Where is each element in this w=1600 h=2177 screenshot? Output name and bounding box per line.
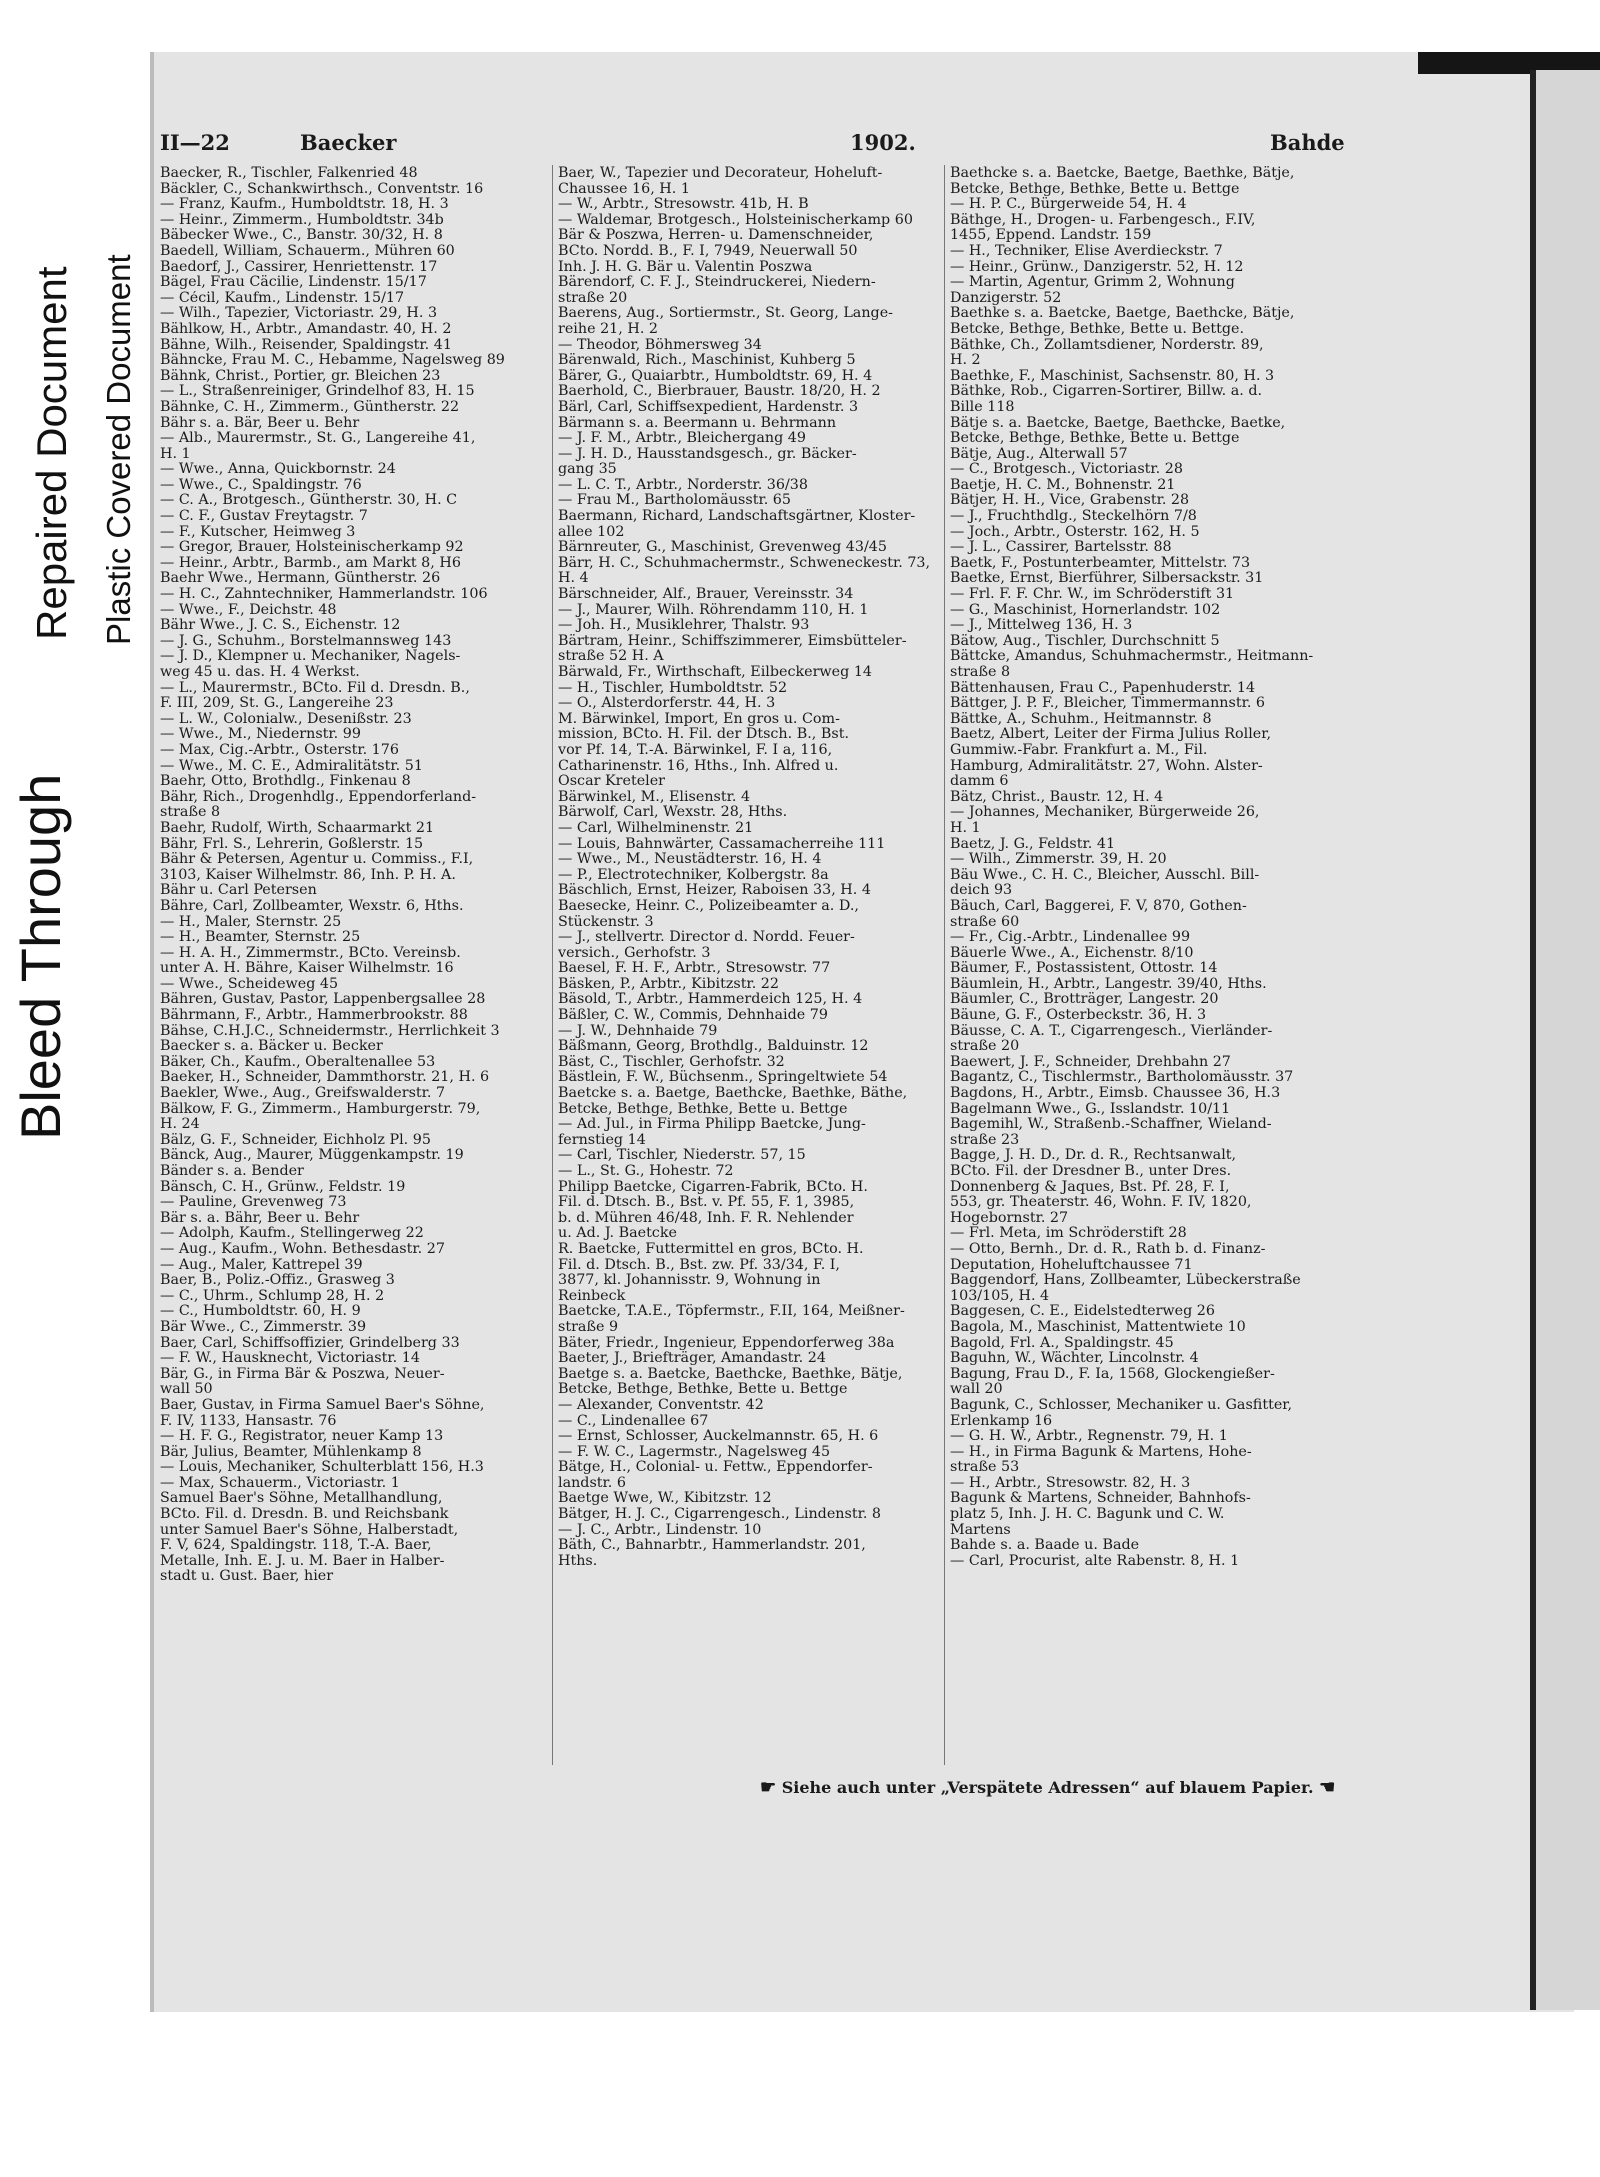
directory-entry-line: allee 102	[558, 524, 625, 540]
directory-entry-line: straße 8	[950, 665, 1011, 680]
directory-entry-line: — Alb., Maurermstr., St. G., Langereihe 41,	[160, 431, 476, 447]
directory-entry-line: Bärendorf, C. F. J., Steindruckerei, Niedern-	[558, 275, 876, 291]
directory-entry-line: H. 2	[950, 353, 981, 369]
directory-entry-line: Baethcke s. a. Baetcke, Baetge, Baethke, Bätje,	[950, 166, 1295, 181]
directory-entry-line: Bätje, Aug., Alterwall 57	[950, 446, 1128, 462]
directory-entry-line: — Carl, Procurist, alte Rabenstr. 8, H. 1	[950, 1553, 1240, 1569]
directory-entry-line: — Frl. Meta, im Schröderstift 28	[950, 1226, 1187, 1242]
directory-entry-line: versich., Gerhofstr. 3	[558, 945, 711, 961]
directory-entry-line: Bättger, J. P. F., Bleicher, Timmermannstr. 6	[950, 696, 1266, 712]
pointing-hand-right-icon: ☛	[760, 1777, 777, 1798]
directory-entry-line: weg 45 u. das. H. 4 Werkst.	[160, 665, 360, 680]
directory-entry-line: Catharinenstr. 16, Hths., Inh. Alfred u.	[558, 758, 839, 774]
directory-entry-line: straße 52 H. A	[558, 649, 664, 665]
directory-entry-line: Bahde s. a. Baade u. Bade	[950, 1538, 1140, 1554]
directory-entry-line: Bästlein, F. W., Büchsenm., Springeltwiete 54	[558, 1070, 888, 1086]
running-head-left: Baecker	[300, 130, 397, 155]
directory-entry-line: Baesel, F. H. F., Arbtr., Stresowstr. 77	[558, 961, 831, 977]
directory-entry-line: Bäthke, Rob., Cigarren-Sortirer, Billw. a. d.	[950, 384, 1263, 400]
directory-entry-line: — J. G., Schuhm., Borstelmannsweg 143	[160, 633, 452, 649]
directory-entry-line: Bär s. a. Bähr, Beer u. Behr	[160, 1210, 360, 1226]
directory-entry-line: — Franz, Kaufm., Humboldtstr. 18, H. 3	[160, 197, 449, 213]
directory-entry-line: Baer, W., Tapezier und Decorateur, Hoheluft-	[558, 166, 883, 181]
directory-entry-line: Bäuch, Carl, Baggerei, F. V, 870, Gothen-	[950, 898, 1247, 914]
directory-entry-line: Bille 118	[950, 399, 1015, 415]
directory-year: 1902.	[850, 130, 916, 155]
directory-entry-line: Baesecke, Heinr. C., Polizeibeamter a. D.,	[558, 898, 859, 914]
footer-note	[760, 1777, 1335, 1798]
directory-entry-line: Bärwinkel, M., Elisenstr. 4	[558, 789, 751, 805]
directory-entry-line: — Alexander, Conventstr. 42	[558, 1397, 764, 1413]
side-labels	[0, 0, 160, 2177]
directory-entry-line: Betcke, Bethge, Bethke, Bette u. Bettge	[558, 1101, 848, 1117]
directory-entry-line: — Wwe., F., Deichstr. 48	[160, 602, 337, 618]
directory-entry-line: straße 60	[950, 914, 1020, 930]
directory-entry-line: Baetge s. a. Baetcke, Baethcke, Baethke, Bätje,	[558, 1366, 903, 1382]
directory-entry-line: Baecker, R., Tischler, Falkenried 48	[160, 166, 418, 181]
directory-entry-line: — J., Fruchthdlg., Steckelhörn 7/8	[950, 509, 1197, 525]
directory-entry-line: Bärenwald, Rich., Maschinist, Kuhberg 5	[558, 353, 856, 369]
directory-entry-line: — H. A. H., Zimmermstr., BCto. Vereinsb.	[160, 945, 461, 961]
directory-entry-line: Baetz, Albert, Leiter der Firma Julius Roller,	[950, 727, 1272, 743]
directory-entry-line: H. 24	[160, 1117, 200, 1133]
directory-entry-line: Bäu Wwe., C. H. C., Bleicher, Ausschl. Bill-	[950, 867, 1260, 883]
directory-entry-line: landstr. 6	[558, 1475, 626, 1491]
directory-entry-line: Bär, Julius, Beamter, Mühlenkamp 8	[160, 1444, 422, 1460]
repaired-document-label: Repaired Document	[28, 266, 75, 640]
directory-entry-line: Bärwolf, Carl, Wexstr. 28, Hths.	[558, 805, 788, 821]
directory-entry-line: H. 1	[950, 820, 981, 836]
directory-entry-line: Baetz, J. G., Feldstr. 41	[950, 836, 1116, 852]
directory-entry-line: unter Samuel Baer's Söhne, Halberstadt,	[160, 1522, 459, 1538]
directory-entry-line: — Ad. Jul., in Firma Philipp Baetcke, Jung-	[558, 1117, 866, 1133]
directory-column-3	[950, 166, 1385, 1569]
page-number: II—22	[160, 130, 230, 155]
directory-entry-line: Bälkow, F. G., Zimmerm., Hamburgerstr. 79,	[160, 1101, 481, 1117]
directory-entry-line: Baerhold, C., Bierbrauer, Baustr. 18/20, H. 2	[558, 384, 881, 400]
directory-entry-line: Martens	[950, 1522, 1011, 1538]
directory-entry-line: Baggendorf, Hans, Zollbeamter, Lübeckerstraße	[950, 1273, 1301, 1289]
directory-entry-line: — J., stellvertr. Director d. Nordd. Feuer-	[558, 930, 855, 946]
directory-entry-line: Bänsch, C. H., Grünw., Feldstr. 19	[160, 1179, 406, 1195]
directory-entry-line: Bagemihl, W., Straßenb.-Schaffner, Wieland-	[950, 1117, 1272, 1133]
directory-entry-line: Bäth, C., Bahnarbtr., Hammerlandstr. 201,	[558, 1538, 866, 1554]
directory-entry-line: — Otto, Bernh., Dr. d. R., Rath b. d. Finanz-	[950, 1241, 1266, 1257]
directory-entry-line: Bätjer, H. H., Vice, Grabenstr. 28	[950, 493, 1190, 509]
directory-entry-line: Stückenstr. 3	[558, 914, 654, 930]
directory-entry-line: — H., in Firma Bagunk & Martens, Hohe-	[950, 1444, 1252, 1460]
directory-entry-line: 1455, Eppend. Landstr. 159	[950, 228, 1152, 244]
directory-entry-line: Bägel, Frau Cäcilie, Lindenstr. 15/17	[160, 275, 427, 291]
directory-entry-line: Metalle, Inh. E. J. u. M. Baer in Halber-	[160, 1553, 445, 1569]
directory-entry-line: Betcke, Bethge, Bethke, Bette u. Bettge	[558, 1382, 848, 1398]
directory-entry-line: Danzigerstr. 52	[950, 290, 1062, 306]
directory-entry-line: Bagola, M., Maschinist, Mattentwiete 10	[950, 1319, 1246, 1335]
directory-entry-line: Bähse, C.H.J.C., Schneidermstr., Herrlichkeit 3	[160, 1023, 500, 1039]
directory-entry-line: — W., Arbtr., Stresowstr. 41b, H. B	[558, 197, 809, 213]
directory-entry-line: Bättenhausen, Frau C., Papenhuderstr. 14	[950, 680, 1256, 696]
directory-entry-line: BCto. Fil. der Dresdner B., unter Dres.	[950, 1164, 1232, 1179]
directory-entry-line: — P., Electrotechniker, Kolbergstr. 8a	[558, 867, 829, 883]
directory-entry-line: 553, gr. Theaterstr. 46, Wohn. F. IV, 1820,	[950, 1195, 1252, 1211]
directory-entry-line: — H., Techniker, Elise Averdieckstr. 7	[950, 243, 1223, 259]
directory-entry-line: Bähr, Rich., Drogenhdlg., Eppendorferland-	[160, 789, 477, 805]
directory-entry-line: Baguhn, W., Wächter, Lincolnstr. 4	[950, 1351, 1199, 1367]
directory-entry-line: — L. C. T., Arbtr., Norderstr. 36/38	[558, 477, 808, 493]
directory-entry-line: 3103, Kaiser Wilhelmstr. 86, Inh. P. H. A.	[160, 867, 456, 883]
directory-entry-line: — J. W., Dehnhaide 79	[558, 1023, 718, 1039]
directory-entry-line: Bäuerle Wwe., A., Eichenstr. 8/10	[950, 945, 1194, 961]
directory-entry-line: — H., Maler, Sternstr. 25	[160, 914, 342, 930]
directory-entry-line: Bähne, Wilh., Reisender, Spaldingstr. 41	[160, 337, 452, 353]
directory-entry-line: Bätow, Aug., Tischler, Durchschnitt 5	[950, 633, 1220, 649]
directory-entry-line: Bagge, J. H. D., Dr. d. R., Rechtsanwalt,	[950, 1148, 1237, 1164]
directory-entry-line: Gummiw.-Fabr. Frankfurt a. M., Fil.	[950, 742, 1208, 758]
directory-entry-line: — F. W. C., Lagermstr., Nagelsweg 45	[558, 1444, 831, 1460]
directory-entry-line: — C., Lindenallee 67	[558, 1413, 709, 1429]
directory-entry-line: Baetge Wwe, W., Kibitzstr. 12	[558, 1491, 772, 1507]
running-head-right: Bahde	[1270, 130, 1345, 155]
directory-entry-line: — Carl, Tischler, Niederstr. 57, 15	[558, 1148, 806, 1164]
directory-entry-line: Baetcke, T.A.E., Töpfermstr., F.II, 164, Meißner-	[558, 1304, 905, 1320]
directory-entry-line: — C., Humboldtstr. 60, H. 9	[160, 1304, 361, 1320]
directory-entry-line: BCto. Fil. d. Dresdn. B. und Reichsbank	[160, 1507, 449, 1523]
directory-entry-line: — Heinr., Zimmerm., Humboldtstr. 34b	[160, 212, 444, 228]
directory-entry-line: Bähren, Gustav, Pastor, Lappenbergsallee 28	[160, 992, 486, 1008]
directory-entry-line: — J. L., Cassirer, Bartelsstr. 88	[950, 540, 1172, 556]
directory-entry-line: — F., Kutscher, Heimweg 3	[160, 524, 356, 540]
directory-entry-line: — C. A., Brotgesch., Güntherstr. 30, H. C	[160, 493, 458, 509]
directory-entry-line: straße 23	[950, 1132, 1020, 1148]
directory-entry-line: — Johannes, Mechaniker, Bürgerweide 26,	[950, 805, 1260, 821]
directory-entry-line: — O., Alsterdorferstr. 44, H. 3	[558, 696, 776, 712]
directory-entry-line: Baeter, J., Briefträger, Amandastr. 24	[558, 1351, 826, 1367]
directory-entry-line: Chaussee 16, H. 1	[558, 181, 690, 197]
directory-entry-line: Bärwald, Fr., Wirthschaft, Eilbeckerweg 14	[558, 665, 873, 680]
directory-entry-line: — Wilh., Tapezier, Victoriastr. 29, H. 3	[160, 306, 438, 322]
directory-entry-line: Baermann, Richard, Landschaftsgärtner, Kloster-	[558, 509, 916, 525]
directory-entry-line: Bärr, H. C., Schuhmachermstr., Schweneckestr. 73,	[558, 555, 931, 571]
directory-entry-line: H. 4	[558, 571, 589, 587]
directory-entry-line: Bäsken, P., Arbtr., Kibitzstr. 22	[558, 976, 779, 992]
directory-entry-line: Bäumler, C., Brotträger, Langestr. 20	[950, 992, 1219, 1008]
plastic-covered-document-label: Plastic Covered Document	[100, 254, 137, 645]
directory-entry-line: Baewert, J. F., Schneider, Drehbahn 27	[950, 1054, 1231, 1070]
directory-entry-line: Bänck, Aug., Maurer, Müggenkampstr. 19	[160, 1148, 464, 1164]
directory-entry-line: Hogebornstr. 27	[950, 1210, 1069, 1226]
directory-entry-line: fernstieg 14	[558, 1132, 646, 1148]
directory-entry-line: deich 93	[950, 883, 1013, 899]
directory-entry-line: Bäker, Ch., Kaufm., Oberaltenallee 53	[160, 1054, 436, 1070]
directory-entry-line: Bähr u. Carl Petersen	[160, 883, 317, 899]
directory-entry-line: Bärtram, Heinr., Schiffszimmerer, Eimsbütteler-	[558, 633, 907, 649]
directory-entry-line: Baedorf, J., Cassirer, Henriettenstr. 17	[160, 259, 438, 275]
directory-entry-line: Baehr, Otto, Brothdlg., Finkenau 8	[160, 774, 411, 790]
directory-entry-line: Donnenberg & Jaques, Bst. Pf. 28, F. I,	[950, 1179, 1230, 1195]
directory-entry-line: — L., St. G., Hohestr. 72	[558, 1164, 734, 1179]
directory-entry-line: Bagelmann Wwe., G., Isslandstr. 10/11	[950, 1101, 1231, 1117]
directory-entry-line: Baer, Gustav, in Firma Samuel Baer's Söhne,	[160, 1397, 485, 1413]
bleed-through-label: Bleed Through	[9, 773, 72, 1140]
directory-entry-line: — Aug., Kaufm., Wohn. Bethesdastr. 27	[160, 1241, 445, 1257]
directory-entry-line: — Max, Schauerm., Victoriastr. 1	[160, 1475, 400, 1491]
directory-column-2	[558, 166, 953, 1569]
directory-entry-line: — Gregor, Brauer, Holsteinischerkamp 92	[160, 540, 464, 556]
directory-entry-line: Bäthke, Ch., Zollamtsdiener, Norderstr. 89,	[950, 337, 1264, 353]
directory-entry-line: — Ernst, Schlosser, Auckelmannstr. 65, H. 6	[558, 1429, 879, 1445]
directory-entry-line: Bättke, A., Schuhm., Heitmannstr. 8	[950, 711, 1212, 727]
directory-entry-line: Bär, G., in Firma Bär & Poszwa, Neuer-	[160, 1366, 445, 1382]
directory-entry-line: stadt u. Gust. Baer, hier	[160, 1569, 334, 1585]
directory-entry-line: Bagold, Frl. A., Spaldingstr. 45	[950, 1335, 1174, 1351]
directory-entry-line: Bähre, Carl, Zollbeamter, Wexstr. 6, Hths.	[160, 898, 464, 914]
directory-entry-line: — C., Brotgesch., Victoriastr. 28	[950, 462, 1183, 478]
directory-entry-line: Bäschlich, Ernst, Heizer, Raboisen 33, H. 4	[558, 883, 871, 899]
directory-entry-line: straße 9	[558, 1319, 619, 1335]
directory-entry-line: — Joch., Arbtr., Osterstr. 162, H. 5	[950, 524, 1200, 540]
directory-entry-line: F. IV, 1133, Hansastr. 76	[160, 1413, 337, 1429]
directory-entry-line: — L. W., Colonialw., Desenißstr. 23	[160, 711, 412, 727]
directory-entry-line: Baethke, F., Maschinist, Sachsenstr. 80, H. 3	[950, 368, 1275, 384]
directory-entry-line: Bärschneider, Alf., Brauer, Vereinsstr. 34	[558, 587, 854, 603]
directory-entry-line: — Wwe., M., Niedernstr. 99	[160, 727, 361, 743]
directory-entry-line: Baer, Carl, Schiffsoffizier, Grindelberg 33	[160, 1335, 460, 1351]
directory-entry-line: Bärer, G., Quaiarbtr., Humboldtstr. 69, H. 4	[558, 368, 873, 384]
directory-entry-line: M. Bärwinkel, Import, En gros u. Com-	[558, 711, 840, 727]
directory-entry-line: Baetje, H. C. M., Bohnenstr. 21	[950, 477, 1176, 493]
directory-entry-line: mission, BCto. H. Fil. der Dtsch. B., Bst.	[558, 727, 850, 743]
directory-entry-line: Bähr, Frl. S., Lehrerin, Goßlerstr. 15	[160, 836, 424, 852]
directory-entry-line: Deputation, Hoheluftchaussee 71	[950, 1257, 1193, 1273]
directory-entry-line: — Cécil, Kaufm., Lindenstr. 15/17	[160, 290, 405, 306]
directory-column-1	[160, 166, 555, 1585]
directory-entry-line: Baethke s. a. Baetcke, Baetge, Baethcke, Bätje,	[950, 306, 1295, 322]
directory-entry-line: Bäst, C., Tischler, Gerhofstr. 32	[558, 1054, 785, 1070]
directory-entry-line: Bäßmann, Georg, Brothdlg., Balduinstr. 12	[558, 1039, 869, 1055]
directory-entry-line: Bätje s. a. Baetcke, Baetge, Baethcke, Baetke,	[950, 415, 1286, 431]
directory-entry-line: Bätge, H., Colonial- u. Fettw., Eppendorfer-	[558, 1460, 873, 1476]
directory-entry-line: Baetcke s. a. Baetge, Baethcke, Baethke, Bäthe,	[558, 1086, 908, 1102]
directory-entry-line: Bähncke, Frau M. C., Hebamme, Nagelsweg 89	[160, 353, 505, 369]
directory-entry-line: — Pauline, Grevenweg 73	[160, 1195, 347, 1211]
directory-entry-line: — Martin, Agentur, Grimm 2, Wohnung	[950, 275, 1235, 291]
directory-entry-line: Betcke, Bethge, Bethke, Bette u. Bettge	[950, 181, 1240, 197]
directory-entry-line: Baekler, Wwe., Aug., Greifswalderstr. 7	[160, 1086, 446, 1102]
directory-entry-line: Bäbecker Wwe., C., Banstr. 30/32, H. 8	[160, 228, 443, 244]
directory-entry-line: Baetk, F., Postunterbeamter, Mittelstr. 73	[950, 555, 1251, 571]
directory-entry-line: Bähr Wwe., J. C. S., Eichenstr. 12	[160, 618, 401, 634]
directory-entry-line: Bäumer, F., Postassistent, Ottostr. 14	[950, 961, 1218, 977]
directory-entry-line: Philipp Baetcke, Cigarren-Fabrik, BCto. H.	[558, 1179, 868, 1195]
directory-entry-line: — Waldemar, Brotgesch., Holsteinischerkamp 60	[558, 212, 913, 228]
directory-entry-line: Bätz, Christ., Baustr. 12, H. 4	[950, 789, 1164, 805]
directory-entry-line: Baerens, Aug., Sortiermstr., St. Georg, Lange-	[558, 306, 893, 322]
directory-entry-line: Erlenkamp 16	[950, 1413, 1053, 1429]
directory-entry-line: F. V, 624, Spaldingstr. 118, T.-A. Baer,	[160, 1538, 432, 1554]
directory-entry-line: — Wwe., M., Neustädterstr. 16, H. 4	[558, 852, 822, 868]
directory-entry-line: — Frl. F. F. Chr. W., im Schröderstift 31	[950, 587, 1235, 603]
directory-entry-line: gang 35	[558, 462, 617, 478]
directory-entry-line: Baehr Wwe., Hermann, Güntherstr. 26	[160, 571, 441, 587]
directory-entry-line: — Heinr., Grünw., Danzigerstr. 52, H. 12	[950, 259, 1244, 275]
directory-entry-line: Baecker s. a. Bäcker u. Becker	[160, 1039, 383, 1055]
directory-entry-line: Inh. J. H. G. Bär u. Valentin Poszwa	[558, 259, 813, 275]
directory-entry-line: Bähnke, C. H., Zimmerm., Güntherstr. 22	[160, 399, 460, 415]
directory-entry-line: — Wwe., Anna, Quickbornstr. 24	[160, 462, 396, 478]
pointing-hand-left-icon: ☚	[1319, 1777, 1336, 1798]
directory-entry-line: Bäckler, C., Schankwirthsch., Conventstr. 16	[160, 181, 484, 197]
directory-entry-line: — H., Arbtr., Stresowstr. 82, H. 3	[950, 1475, 1191, 1491]
directory-entry-line: Bärnreuter, G., Maschinist, Grevenweg 43/45	[558, 540, 887, 556]
directory-entry-line: Bäßler, C. W., Commis, Dehnhaide 79	[558, 1008, 828, 1024]
directory-entry-line: Bagdons, H., Arbtr., Eimsb. Chaussee 36, H.3	[950, 1086, 1281, 1102]
directory-entry-line: straße 20	[558, 290, 628, 306]
directory-entry-line: F. III, 209, St. G., Langereihe 23	[160, 696, 394, 712]
directory-entry-line: — H. C., Zahntechniker, Hammerlandstr. 106	[160, 587, 488, 603]
directory-entry-line: — Adolph, Kaufm., Stellingerweg 22	[160, 1226, 424, 1242]
directory-entry-line: — Louis, Bahnwärter, Cassamacherreihe 111	[558, 836, 886, 852]
directory-entry-line: — Heinr., Arbtr., Barmb., am Markt 8, H6	[160, 555, 461, 571]
directory-entry-line: wall 50	[160, 1382, 213, 1398]
page-header	[160, 130, 1370, 160]
directory-entry-line: Bagantz, C., Tischlermstr., Bartholomäusstr. 37	[950, 1070, 1294, 1086]
directory-entry-line: — Frau M., Bartholomäusstr. 65	[558, 493, 792, 509]
directory-entry-line: — H. P. C., Bürgerweide 54, H. 4	[950, 197, 1187, 213]
directory-entry-line: u. Ad. J. Baetcke	[558, 1226, 677, 1242]
directory-entry-line: — G., Maschinist, Hornerlandstr. 102	[950, 602, 1221, 618]
directory-entry-line: Oscar Kreteler	[558, 774, 666, 790]
directory-entry-line: Baer, B., Poliz.-Offiz., Grasweg 3	[160, 1273, 395, 1289]
directory-entry-line: damm 6	[950, 774, 1009, 790]
footer-note-text: Siehe auch unter „Verspätete Adressen“ auf blauem Papier.	[781, 1778, 1314, 1797]
directory-entry-line: straße 8	[160, 805, 221, 821]
directory-entry-line: straße 20	[950, 1039, 1020, 1055]
directory-entry-line: reihe 21, H. 2	[558, 321, 659, 337]
directory-entry-line: Bäsold, T., Arbtr., Hammerdeich 125, H. 4	[558, 992, 863, 1008]
directory-entry-line: — H., Beamter, Sternstr. 25	[160, 930, 361, 946]
directory-entry-line: Bälz, G. F., Schneider, Eichholz Pl. 95	[160, 1132, 431, 1148]
scan-right-edge	[1530, 70, 1600, 2010]
directory-entry-line: Bärmann s. a. Beermann u. Behrmann	[558, 415, 837, 431]
directory-entry-line: — Wwe., Scheideweg 45	[160, 976, 339, 992]
directory-entry-line: Betcke, Bethge, Bethke, Bette u. Bettge.	[950, 321, 1245, 337]
directory-entry-line: Bähr s. a. Bär, Beer u. Behr	[160, 415, 360, 431]
directory-entry-line: Bättcke, Amandus, Schuhmachermstr., Heitmann-	[950, 649, 1314, 665]
directory-entry-line: — Fr., Cig.-Arbtr., Lindenallee 99	[950, 930, 1191, 946]
directory-entry-line: — C., Uhrm., Schlump 28, H. 2	[160, 1288, 385, 1304]
directory-entry-line: Bäthge, H., Drogen- u. Farbengesch., F.IV,	[950, 212, 1256, 228]
directory-entry-line: Bähr & Petersen, Agentur u. Commiss., F.I,	[160, 852, 474, 868]
directory-entry-line: Bätger, H. J. C., Cigarrengesch., Lindenstr. 8	[558, 1507, 882, 1523]
directory-entry-line: Reinbeck	[558, 1288, 626, 1304]
directory-entry-line: Bäter, Friedr., Ingenieur, Eppendorferweg 38a	[558, 1335, 895, 1351]
directory-entry-line: Hamburg, Admiralitätstr. 27, Wohn. Alster-	[950, 758, 1263, 774]
directory-entry-line: Bär Wwe., C., Zimmerstr. 39	[160, 1319, 367, 1335]
directory-entry-line: Baedell, William, Schauerm., Mühren 60	[160, 243, 455, 259]
directory-entry-line: Samuel Baer's Söhne, Metallhandlung,	[160, 1491, 443, 1507]
directory-entry-line: Fil. d. Dtsch. B., Bst. v. Pf. 55, F. 1, 3985,	[558, 1195, 855, 1211]
directory-entry-line: — H. F. G., Registrator, neuer Kamp 13	[160, 1429, 444, 1445]
directory-entry-line: — L., Maurermstr., BCto. Fil d. Dresdn. B.,	[160, 680, 470, 696]
directory-entry-line: — L., Straßenreiniger, Grindelhof 83, H. 15	[160, 384, 475, 400]
directory-entry-line: — Theodor, Böhmersweg 34	[558, 337, 762, 353]
directory-entry-line: — Louis, Mechaniker, Schulterblatt 156, H.3	[160, 1460, 484, 1476]
directory-entry-line: Baetke, Ernst, Bierführer, Silbersackstr. 31	[950, 571, 1264, 587]
directory-entry-line: Bänder s. a. Bender	[160, 1164, 304, 1179]
directory-entry-line: — Aug., Maler, Kattrepel 39	[160, 1257, 363, 1273]
directory-entry-line: — Max, Cig.-Arbtr., Osterstr. 176	[160, 742, 399, 758]
directory-entry-line: b. d. Mühren 46/48, Inh. F. R. Nehlender	[558, 1210, 854, 1226]
directory-entry-line: — J. C., Arbtr., Lindenstr. 10	[558, 1522, 762, 1538]
directory-entry-line: Bagung, Frau D., F. Ia, 1568, Glockengießer-	[950, 1366, 1275, 1382]
directory-entry-line: — J. F. M., Arbtr., Bleichergang 49	[558, 431, 806, 447]
directory-entry-line: Bagunk, C., Schlosser, Mechaniker u. Gasfitter,	[950, 1397, 1293, 1413]
directory-entry-line: — J. D., Klempner u. Mechaniker, Nagels-	[160, 649, 461, 665]
directory-entry-line: Baeker, H., Schneider, Dammthorstr. 21, H. 6	[160, 1070, 490, 1086]
directory-entry-line: — Wwe., M. C. E., Admiralitätstr. 51	[160, 758, 423, 774]
directory-entry-line: straße 53	[950, 1460, 1020, 1476]
directory-entry-line: 3877, kl. Johannisstr. 9, Wohnung in	[558, 1273, 821, 1289]
directory-entry-line: — Wwe., C., Spaldingstr. 76	[160, 477, 362, 493]
directory-entry-line: Bär & Poszwa, Herren- u. Damenschneider,	[558, 228, 874, 244]
directory-entry-line: — J., Maurer, Wilh. Röhrendamm 110, H. 1	[558, 602, 869, 618]
directory-entry-line: — H., Tischler, Humboldtstr. 52	[558, 680, 788, 696]
directory-entry-line: — J., Mittelweg 136, H. 3	[950, 618, 1133, 634]
directory-entry-line: Baehr, Rudolf, Wirth, Schaarmarkt 21	[160, 820, 435, 836]
directory-entry-line: Bagunk & Martens, Schneider, Bahnhofs-	[950, 1491, 1251, 1507]
directory-entry-line: Bäumlein, H., Arbtr., Langestr. 39/40, Hths.	[950, 976, 1267, 992]
directory-entry-line: Bäune, G. F., Osterbeckstr. 36, H. 3	[950, 1008, 1207, 1024]
directory-entry-line: Bählkow, H., Arbtr., Amandastr. 40, H. 2	[160, 321, 452, 337]
directory-entry-line: unter A. H. Bähre, Kaiser Wilhelmstr. 16	[160, 961, 454, 977]
directory-entry-line: — F. W., Hausknecht, Victoriastr. 14	[160, 1351, 420, 1367]
directory-entry-line: wall 20	[950, 1382, 1003, 1398]
directory-entry-line: Bährmann, F., Arbtr., Hammerbrookstr. 88	[160, 1008, 468, 1024]
directory-entry-line: vor Pf. 14, T.-A. Bärwinkel, F. I a, 116,	[558, 742, 833, 758]
directory-entry-line: Baggesen, C. E., Eidelstedterweg 26	[950, 1304, 1215, 1320]
directory-entry-line: platz 5, Inh. J. H. C. Bagunk und C. W.	[950, 1507, 1225, 1523]
directory-entry-line: — Wilh., Zimmerstr. 39, H. 20	[950, 852, 1167, 868]
directory-entry-line: Bärl, Carl, Schiffsexpedient, Hardenstr. 3	[558, 399, 859, 415]
directory-entry-line: Bähnk, Christ., Portier, gr. Bleichen 23	[160, 368, 441, 384]
directory-entry-line: Hths.	[558, 1553, 598, 1569]
directory-entry-line: H. 1	[160, 446, 191, 462]
directory-entry-line: — Joh. H., Musiklehrer, Thalstr. 93	[558, 618, 810, 634]
directory-entry-line: BCto. Nordd. B., F. I, 7949, Neuerwall 50	[558, 243, 858, 259]
directory-entry-line: — G. H. W., Arbtr., Regnenstr. 79, H. 1	[950, 1429, 1228, 1445]
directory-entry-line: — Carl, Wilhelminenstr. 21	[558, 820, 754, 836]
directory-entry-line: Betcke, Bethge, Bethke, Bette u. Bettge	[950, 431, 1240, 447]
directory-entry-line: — J. H. D., Hausstandsgesch., gr. Bäcker-	[558, 446, 857, 462]
directory-entry-line: 103/105, H. 4	[950, 1288, 1050, 1304]
directory-entry-line: Fil. d. Dtsch. B., Bst. zw. Pf. 33/34, F. I,	[558, 1257, 840, 1273]
directory-entry-line: — C. F., Gustav Freytagstr. 7	[160, 509, 368, 525]
directory-entry-line: Bäusse, C. A. T., Cigarrengesch., Vierländer-	[950, 1023, 1273, 1039]
directory-entry-line: R. Baetcke, Futtermittel en gros, BCto. H.	[558, 1241, 864, 1257]
